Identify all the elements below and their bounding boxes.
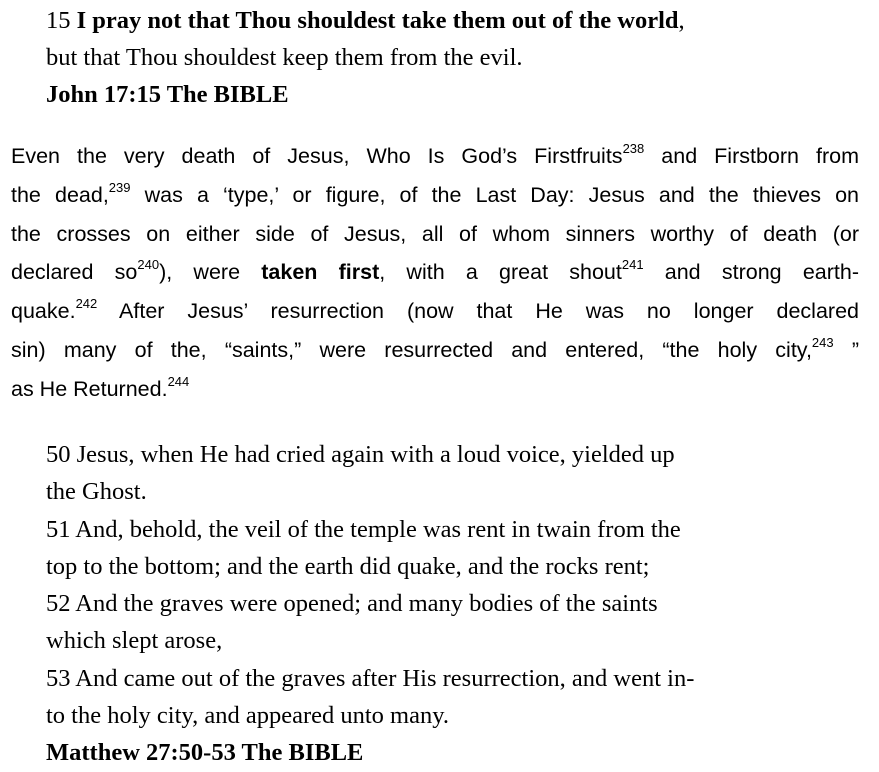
text-run: ” — [833, 337, 859, 362]
text-run: After Jesus’ resurrection (now that He was no longer declared — [97, 299, 859, 324]
footnote-marker[interactable]: 240 — [137, 257, 160, 273]
citation-text: John 17:15 The BIBLE — [46, 81, 289, 108]
quote-line — [46, 2, 866, 39]
quote-line: 51 And, behold, the veil of the temple was rent in twain from the — [46, 515, 681, 543]
bold-verse-text: I pray not that Thou shouldest take them out of the world — [76, 7, 679, 34]
footnote-marker[interactable]: 238 — [622, 141, 645, 156]
quote-line: 53 And came out of the graves after His resurrection, and went in- — [46, 664, 695, 692]
paragraph-line — [11, 331, 859, 370]
top-scripture-quote — [46, 2, 866, 113]
quote-line: which slept arose, — [46, 627, 223, 655]
footnote-marker[interactable]: 242 — [75, 296, 98, 312]
paragraph-line — [11, 137, 859, 176]
bottom-scripture-quote — [46, 436, 866, 772]
quote-line: top to the bottom; and the earth did quake, and the rocks rent; — [46, 552, 650, 580]
text-run: Even the very death of Jesus, Who Is God’s Firstfruits — [11, 144, 623, 168]
scripture-citation — [46, 734, 866, 771]
text-run: and Firstborn from — [644, 144, 859, 168]
verse-punctuation: , — [678, 7, 685, 34]
paragraph-line — [11, 292, 859, 331]
text-run: sin) many of the, “saints,” were resurrected and entered, “the holy city, — [11, 337, 812, 362]
paragraph-line — [11, 253, 859, 292]
text-run: , with a great shout — [379, 260, 622, 285]
scripture-citation — [46, 76, 866, 113]
citation-text: Matthew 27:50-53 The BIBLE — [46, 739, 364, 767]
footnote-marker[interactable]: 241 — [621, 257, 644, 273]
text-run: and strong earth- — [643, 260, 859, 285]
paragraph-line: the crosses on either side of Jesus, all of whom sinners worthy of death (or — [11, 221, 859, 246]
quote-line: 50 Jesus, when He had cried again with a loud voice, yielded up — [46, 441, 675, 468]
bold-text-run: taken first — [261, 260, 380, 285]
quote-line: the Ghost. — [46, 478, 147, 506]
text-run: as He Returned. — [11, 376, 168, 401]
commentary-paragraph — [11, 137, 859, 409]
footnote-marker[interactable]: 244 — [167, 373, 190, 389]
footnote-marker[interactable]: 243 — [811, 334, 834, 350]
footnote-marker[interactable]: 239 — [108, 179, 131, 195]
quote-line: but that Thou shouldest keep them from the evil. — [46, 44, 523, 71]
quote-line: to the holy city, and appeared unto many. — [46, 702, 449, 730]
text-run: ), were — [159, 260, 262, 285]
text-run: quake. — [11, 299, 76, 324]
text-run: was a ‘type,’ or figure, of the Last Day: Jesus and the thieves on — [130, 182, 859, 207]
verse-number: 15 — [46, 7, 71, 34]
paragraph-line — [11, 370, 859, 409]
text-run: the dead, — [11, 182, 109, 207]
paragraph-line — [11, 176, 859, 215]
quote-line: 52 And the graves were opened; and many bodies of the saints — [46, 590, 658, 618]
text-run: declared so — [11, 260, 138, 285]
